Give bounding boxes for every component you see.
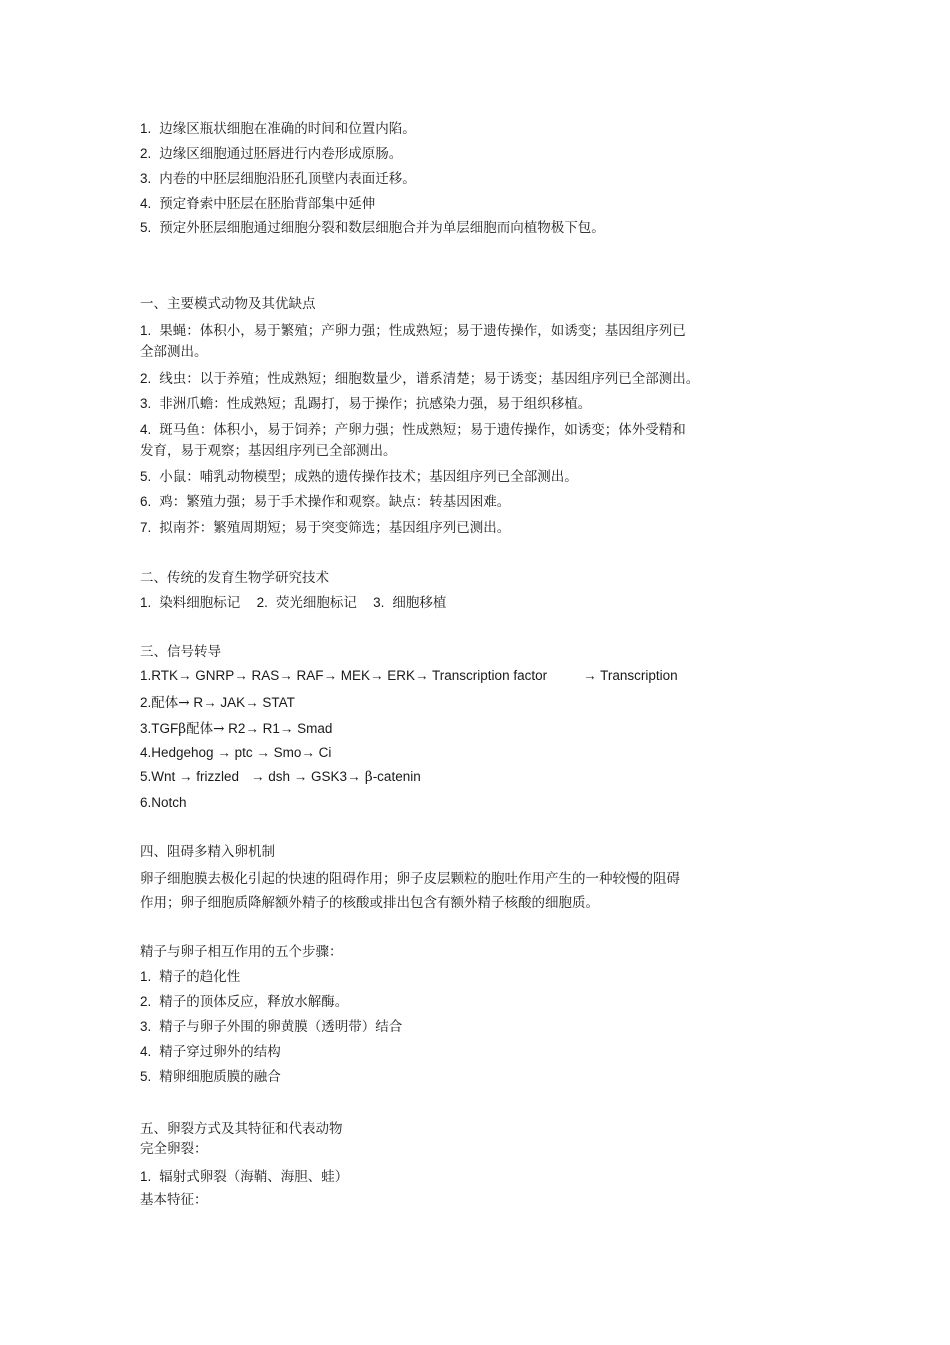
list-item-continuation: 发育，易于观察；基因组序列已全部测出。	[140, 443, 397, 459]
list-item-continuation: 全部测出。	[140, 344, 208, 360]
pathway-line: 2.配体→ R→ JAK→ STAT	[140, 695, 295, 711]
section-heading: 二、传统的发育生物学研究技术	[140, 570, 329, 586]
list-item: 1. 精子的趋化性	[140, 969, 241, 985]
list-item: 5. 精卵细胞质膜的融合	[140, 1069, 281, 1085]
pathway-line: 4.Hedgehog → ptc → Smo→ Ci	[140, 745, 332, 760]
list-item: 6. 鸡：繁殖力强；易于手术操作和观察。缺点：转基因困难。	[140, 494, 511, 510]
list-item: 3. 内卷的中胚层细胞沿胚孔顶壁内表面迁移。	[140, 171, 416, 187]
section-heading: 三、信号转导	[140, 644, 221, 660]
technique-list: 1. 染料细胞标记 2. 荧光细胞标记 3. 细胞移植	[140, 595, 447, 611]
list-item: 2. 线虫：以于养殖；性成熟短；细胞数量少，谱系清楚；易于诱变；基因组序列已全部测出。	[140, 371, 700, 387]
subheading: 基本特征：	[140, 1192, 208, 1208]
list-item: 1. 果蝇：体积小，易于繁殖；产卵力强；性成熟短；易于遗传操作，如诱变；基因组序列已	[140, 323, 686, 339]
list-item: 3. 非洲爪蟾：性成熟短；乱踢打，易于操作；抗感染力强，易于组织移植。	[140, 396, 592, 412]
pathway-line: 5.Wnt → frizzled → dsh → GSK3→ β-catenin	[140, 769, 421, 785]
list-item: 3. 精子与卵子外围的卵黄膜（透明带）结合	[140, 1019, 403, 1035]
list-item: 2. 精子的顶体反应，释放水解酶。	[140, 994, 349, 1010]
section-heading: 五、卵裂方式及其特征和代表动物	[140, 1121, 343, 1137]
list-item: 5. 小鼠：哺乳动物模型；成熟的遗传操作技术；基因组序列已全部测出。	[140, 469, 578, 485]
list-item: 4. 预定脊索中胚层在胚胎背部集中延伸	[140, 196, 376, 212]
list-item: 7. 拟南芥：繁殖周期短；易于突变筛选；基因组序列已测出。	[140, 520, 511, 536]
list-item: 4. 精子穿过卵外的结构	[140, 1044, 281, 1060]
paragraph-line: 卵子细胞膜去极化引起的快速的阻碍作用；卵子皮层颗粒的胞吐作用产生的一种较慢的阻碍	[140, 871, 680, 887]
list-item: 1. 辐射式卵裂（海鞘、海胆、蛙）	[140, 1169, 349, 1185]
list-item: 1. 边缘区瓶状细胞在准确的时间和位置内陷。	[140, 121, 416, 137]
paragraph-line: 作用；卵子细胞质降解额外精子的核酸或排出包含有额外精子核酸的细胞质。	[140, 895, 599, 911]
section-heading: 四、阻碍多精入卵机制	[140, 844, 275, 860]
pathway-line: 6.Notch	[140, 795, 187, 810]
pathway-line: 3.TGFβ配体→ R2→ R1→ Smad	[140, 721, 333, 737]
section-heading: 一、主要模式动物及其优缺点	[140, 296, 316, 312]
list-item: 4. 斑马鱼：体积小，易于饲养；产卵力强；性成熟短；易于遗传操作，如诱变；体外受精和	[140, 422, 686, 438]
list-item: 2. 边缘区细胞通过胚唇进行内卷形成原肠。	[140, 146, 403, 162]
pathway-line: 1.RTK→ GNRP→ RAS→ RAF→ MEK→ ERK→ Transcription factor → Transcription	[140, 668, 678, 683]
subheading: 精子与卵子相互作用的五个步骤：	[140, 944, 343, 960]
subheading: 完全卵裂：	[140, 1141, 208, 1157]
list-item: 5. 预定外胚层细胞通过细胞分裂和数层细胞合并为单层细胞而向植物极下包。	[140, 220, 605, 236]
